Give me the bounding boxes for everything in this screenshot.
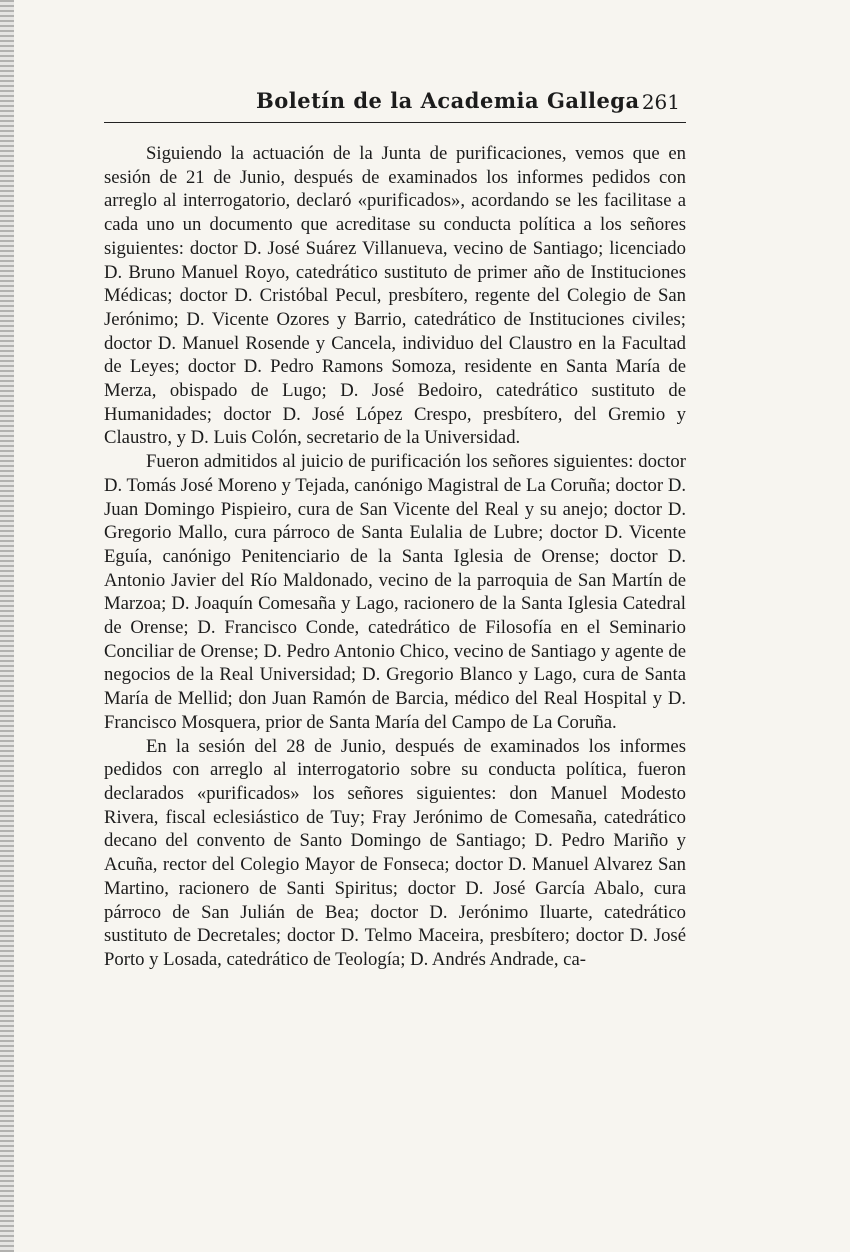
- header-rule: [104, 122, 686, 123]
- body-text: [104, 142, 686, 972]
- paragraph: En la sesión del 28 de Junio, después de examinados los informes pedidos con arreglo al interrogatorio sobre su conducta política, fueron declarados «purificados» los señores siguientes: don Manuel Modesto Rivera, fiscal eclesiástico de Tuy; Fray Jerónimo de Comesaña, catedrático decano del convento de Santo Domingo de Santiago; D. Pedro Mariño y Acuña, rector del Colegio Mayor de Fonseca; doctor D. Manuel Alvarez San Martino, racionero de Santi Spiritus; doctor D. José García Abalo, cura párroco de San Julián de Bea; doctor D. Jerónimo Iluarte, catedrático sustituto de Decretales; doctor D. Telmo Maceira, presbítero; doctor D. José Porto y Losada, catedrático de Teología; D. Andrés Andrade, ca-: [104, 735, 686, 970]
- scan-binding-edge: [0, 0, 14, 1252]
- paragraph: Fueron admitidos al juicio de purificación los señores siguientes: doctor D. Tomás José Moreno y Tejada, canónigo Magistral de La Coruña; doctor D. Juan Domingo Pispieiro, cura de San Vicente del Real y su anejo; doctor D. Gregorio Mallo, cura párroco de Santa Eulalia de Lubre; doctor D. Vicente Eguía, canónigo Penitenciario de la Santa Iglesia de Orense; doctor D. Antonio Javier del Río Maldonado, vecino de la parroquia de San Martín de Marzoa; D. Joaquín Comesaña y Lago, racionero de la Santa Iglesia Catedral de Orense; D. Francisco Conde, catedrático de Filosofía en el Seminario Conciliar de Orense; D. Pedro Antonio Chico, vecino de Santiago y agente de negocios de la Real Universidad; D. Gregorio Blanco y Lago, cura de Santa María de Mellid; don Juan Ramón de Barcia, médico del Real Hospital y D. Francisco Mosquera, prior de Santa María del Campo de La Coruña.: [104, 451, 686, 733]
- page-number: 261: [641, 90, 680, 114]
- paragraph: Siguiendo la actuación de la Junta de purificaciones, vemos que en sesión de 21 de Junio, después de examinados los informes pedidos con arreglo al interrogatorio, declaró «purificados», acordando se les facilitase a cada uno un documento que acreditase su conducta política a los señores siguientes: doctor D. José Suárez Villanueva, vecino de Santiago; licenciado D. Bruno Manuel Royo, catedrático sustituto de primer año de Instituciones Médicas; doctor D. Cristóbal Pecul, presbítero, regente del Colegio de San Jerónimo; D. Vicente Ozores y Barrio, catedrático de Instituciones civiles; doctor D. Manuel Rosende y Cancela, individuo del Claustro en la Facultad de Leyes; doctor D. Pedro Ramons Somoza, residente en Santa María de Merza, obispado de Lugo; D. José Bedoiro, catedrático sustituto de Humanidades; doctor D. José López Crespo, presbítero, del Gremio y Claustro, y D. Luis Colón, secretario de la Universidad.: [104, 143, 686, 449]
- running-header: [104, 88, 686, 120]
- journal-title: Boletín de la Academia Gallega: [256, 88, 640, 113]
